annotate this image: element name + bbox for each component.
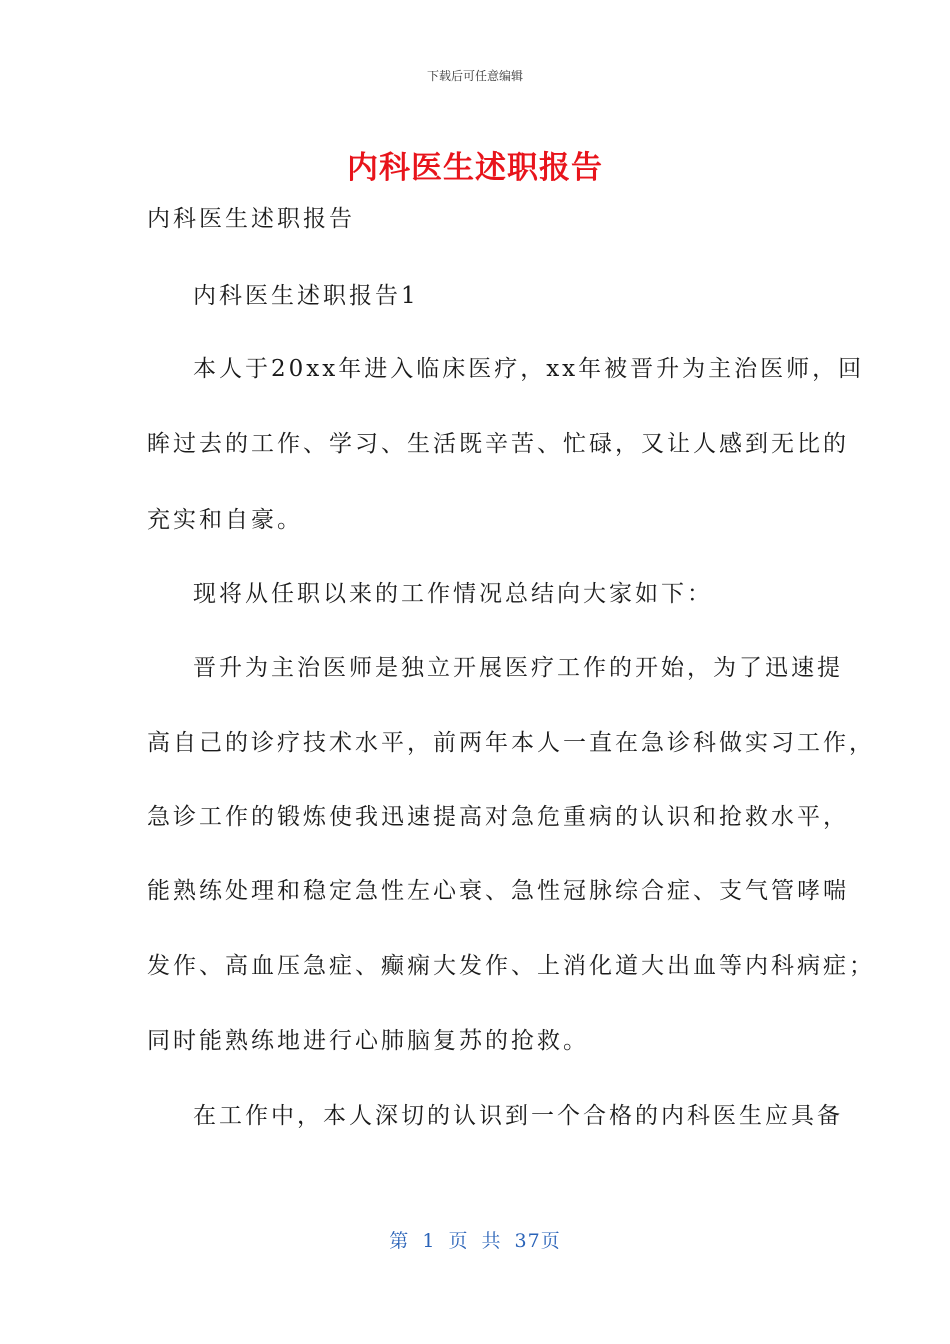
body-line: 发作、高血压急症、癫痫大发作、上消化道大出血等内科病症； — [147, 953, 875, 979]
body-line: 晋升为主治医师是独立开展医疗工作的开始，为了迅速提 — [193, 655, 843, 681]
body-line: 现将从任职以来的工作情况总结向大家如下： — [193, 581, 713, 607]
document-title: 内科医生述职报告 — [347, 150, 603, 186]
body-line: 能熟练处理和稳定急性左心衰、急性冠脉综合症、支气管哮喘 — [147, 878, 849, 904]
body-line: 高自己的诊疗技术水平，前两年本人一直在急诊科做实习工作， — [147, 730, 875, 756]
body-line: 充实和自豪。 — [147, 507, 303, 533]
page-number-footer: 第 1 页 共 37页 — [389, 1230, 561, 1252]
body-line: 急诊工作的锻炼使我迅速提高对急危重病的认识和抢救水平， — [147, 804, 849, 830]
body-line: 在工作中，本人深切的认识到一个合格的内科医生应具备 — [193, 1103, 843, 1129]
body-line: 眸过去的工作、学习、生活既辛苦、忙碌，又让人感到无比的 — [147, 431, 849, 457]
body-line: 同时能熟练地进行心肺脑复苏的抢救。 — [147, 1028, 589, 1054]
header-note: 下载后可任意编辑 — [426, 69, 523, 83]
body-line: 内科医生述职报告1 — [193, 283, 419, 309]
body-line: 内科医生述职报告 — [147, 206, 355, 232]
body-line: 本人于20xx年进入临床医疗，xx年被晋升为主治医师，回 — [193, 356, 865, 382]
